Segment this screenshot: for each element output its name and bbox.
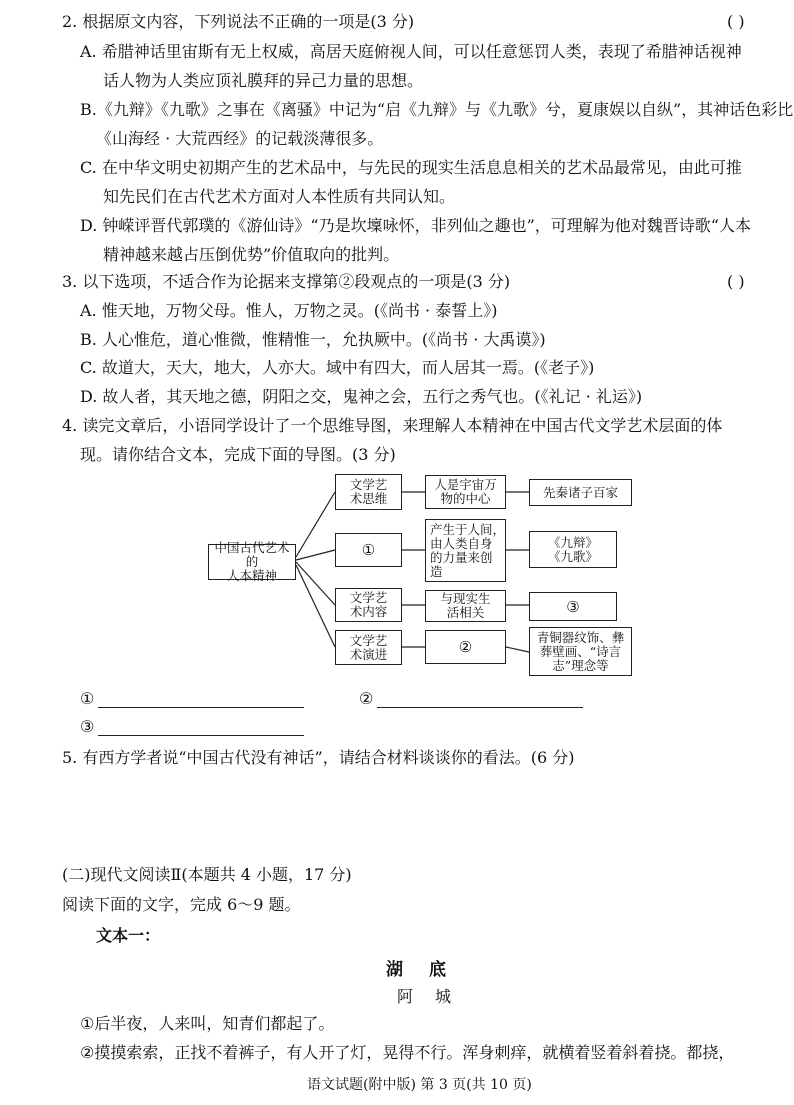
- q2-option-a-line2: 话人物为人类应顶礼膜拜的异己力量的思想。: [103, 71, 424, 90]
- section-2-header: (二)现代文阅读Ⅱ(本题共 4 小题，17 分): [62, 865, 352, 884]
- story-title: 湖底: [386, 960, 472, 980]
- q2-option-b-line1: B.《九辩》《九歌》之事在《离骚》中记为“启《九辩》与《九歌》兮，夏康娱以自纵”，其神话色彩比: [80, 100, 794, 119]
- mindmap-node-bronze: 青铜器纹饰、彝 葬壁画、“诗言 志”理念等: [529, 627, 632, 676]
- mindmap-node-preqin: 先秦诸子百家: [529, 479, 632, 506]
- answer-blank-2-label: ②: [359, 689, 374, 708]
- q4-stem-line1: 4. 读完文章后，小语同学设计了一个思维导图，来理解人本精神在中国古代文学艺术层面的体: [62, 416, 723, 435]
- mindmap-node-real-life: 与现实生 活相关: [425, 590, 506, 622]
- q2-answer-paren[interactable]: ( ): [727, 12, 745, 31]
- story-author: 阿城: [397, 987, 474, 1006]
- q2-option-c-line1: C. 在中华文明史初期产生的艺术品中，与先民的现实生活息息相关的艺术品最常见，由此可推: [80, 158, 742, 177]
- mindmap-node-thinking: 文学艺 术思维: [335, 474, 402, 510]
- q3-stem: 3. 以下选项，不适合作为论据来支撑第②段观点的一项是(3 分): [62, 272, 511, 291]
- mindmap-node-content: 文学艺 术内容: [335, 588, 402, 622]
- story-paragraph-1: ①后半夜，人来叫，知青们都起了。: [80, 1014, 335, 1033]
- answer-blank-3-label: ③: [80, 717, 95, 736]
- q3-option-c: C. 故道大，天大，地大，人亦大。域中有四大，而人居其一焉。(《老子》): [80, 358, 595, 377]
- mindmap-node-myth-origin: 产生于人间， 由人类自身 的力量来创 造: [425, 519, 506, 582]
- mindmap-node-jiubian: 《九辩》 《九歌》: [529, 531, 617, 568]
- q2-option-a-line1: A. 希腊神话里宙斯有无上权威，高居天庭俯视人间，可以任意惩罚人类，表现了希腊神话视神: [80, 42, 742, 61]
- section-2-instruction: 阅读下面的文字，完成 6～9 题。: [62, 895, 301, 914]
- page-footer: 语文试题(附中版) 第 3 页(共 10 页): [307, 1077, 532, 1093]
- answer-blank-3-line[interactable]: [98, 735, 304, 736]
- mindmap-root: 中国古代艺术的 人本精神: [208, 544, 296, 580]
- q3-answer-paren[interactable]: ( ): [727, 272, 745, 291]
- story-paragraph-2: ②摸摸索索，正找不着裤子，有人开了灯，晃得不行。浑身刺痒，就横着竖着斜着挠。都挠，: [80, 1043, 735, 1062]
- q2-option-d-line1: D. 钟嵘评晋代郭璞的《游仙诗》“乃是坎壈咏怀，非列仙之趣也”，可理解为他对魏晋诗歌“人本: [80, 216, 751, 235]
- text-one-label: 文本一：: [96, 926, 161, 945]
- q4-stem-line2: 现。请你结合文本，完成下面的导图。(3 分): [80, 445, 396, 464]
- q5-stem: 5. 有西方学者说“中国古代没有神话”，请结合材料谈谈你的看法。(6 分): [62, 748, 575, 767]
- q2-option-c-line2: 知先民们在古代艺术方面对人本性质有共同认知。: [103, 187, 456, 206]
- mindmap-node-evolution: 文学艺 术演进: [335, 630, 402, 665]
- mindmap-blank-1[interactable]: ①: [335, 533, 402, 567]
- answer-blank-1-line[interactable]: [98, 707, 304, 708]
- mindmap-node-human-center: 人是宇宙万 物的中心: [425, 475, 506, 509]
- q2-stem: 2. 根据原文内容，下列说法不正确的一项是(3 分): [62, 12, 415, 31]
- mindmap-blank-2[interactable]: ②: [425, 630, 506, 664]
- q2-option-b-line2: 《山海经 · 大荒西经》的记载淡薄很多。: [96, 129, 384, 148]
- q3-option-a: A. 惟天地，万物父母。惟人，万物之灵。(《尚书 · 泰誓上》): [80, 301, 498, 320]
- answer-blank-2-line[interactable]: [377, 707, 583, 708]
- mindmap-blank-3[interactable]: ③: [529, 592, 617, 621]
- q2-option-d-line2: 精神越来越占压倒优势”价值取向的批判。: [103, 245, 400, 264]
- answer-blank-1-label: ①: [80, 689, 95, 708]
- q3-option-d: D. 故人者，其天地之德，阴阳之交，鬼神之会，五行之秀气也。(《礼记 · 礼运》): [80, 387, 643, 406]
- q3-option-b: B. 人心惟危，道心惟微，惟精惟一，允执厥中。(《尚书 · 大禹谟》): [80, 330, 546, 349]
